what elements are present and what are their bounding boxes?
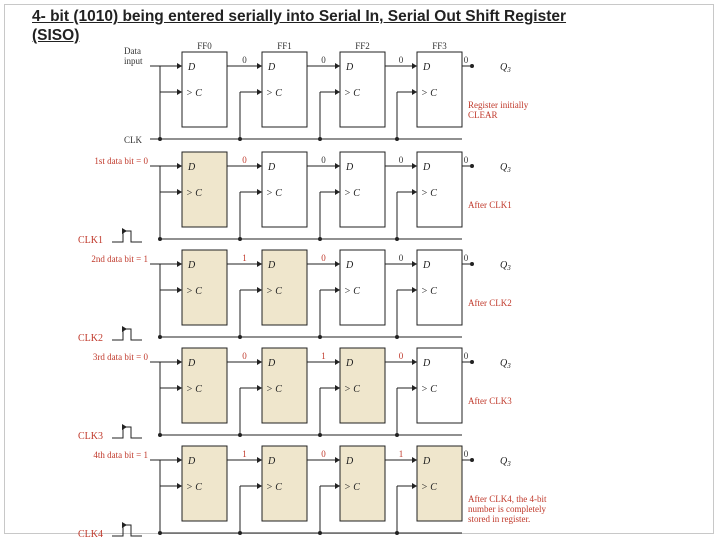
clock-junction-dot	[318, 433, 322, 437]
clock-pulse-icon	[112, 231, 142, 242]
clock-pin-label: > C	[186, 286, 202, 297]
q-output-arrow	[335, 63, 340, 69]
clock-pin-arrow	[177, 385, 182, 391]
q3-output-label: $Q_3$	[500, 358, 511, 370]
register-row-4	[78, 348, 512, 442]
clock-pulse-arrow	[122, 326, 127, 332]
clock-label: CLK	[124, 135, 142, 145]
d-pin-label: D	[346, 456, 354, 467]
clock-junction-dot	[395, 433, 399, 437]
clock-junction-dot	[395, 531, 399, 535]
clock-pin-label: > C	[186, 88, 202, 99]
clock-pin-label: > C	[266, 286, 282, 297]
q-output-arrow	[335, 261, 340, 267]
q-value-label: 0	[398, 155, 404, 165]
clock-junction-dot	[318, 531, 322, 535]
d-pin-label: D	[188, 260, 196, 271]
clock-pin-label: > C	[186, 482, 202, 493]
q3-terminal	[470, 64, 474, 68]
clock-pin-label: > C	[344, 188, 360, 199]
clock-junction-dot	[318, 137, 322, 141]
clock-pulse-arrow	[122, 522, 127, 528]
clock-pin-label: > C	[186, 384, 202, 395]
q-output-arrow	[335, 457, 340, 463]
d-pin-label: D	[346, 62, 354, 73]
clock-pin-label: > C	[266, 384, 282, 395]
register-state-note: After CLK2	[468, 298, 512, 308]
clock-pin-arrow	[257, 483, 262, 489]
register-state-note: After CLK4, the 4-bit	[468, 494, 547, 504]
clock-pulse-arrow	[122, 228, 127, 234]
clock-junction-dot	[318, 335, 322, 339]
q-value-label: 0	[321, 55, 326, 65]
d-pin-label: D	[268, 358, 276, 369]
data-input-label: Data	[124, 46, 141, 56]
clock-pin-label: > C	[344, 384, 360, 395]
clock-pin-arrow	[257, 287, 262, 293]
data-input-arrow	[177, 163, 182, 169]
q-value-label: 0	[321, 253, 326, 263]
slide-title-line-2: (SISO)	[32, 27, 80, 44]
d-pin-label: D	[346, 162, 354, 173]
clock-pin-arrow	[335, 287, 340, 293]
data-input-arrow	[177, 63, 182, 69]
clock-pin-arrow	[335, 385, 340, 391]
clock-label: CLK4	[78, 529, 103, 540]
clock-label: CLK1	[78, 235, 103, 246]
clock-pin-arrow	[177, 189, 182, 195]
slide-title-line-1: 4- bit (1010) being entered serially into Serial In, Serial Out Shift Register	[32, 8, 567, 25]
q3-output-label: $Q_3$	[500, 162, 511, 174]
clock-pulse-arrow	[122, 424, 127, 430]
register-state-note: stored in register.	[468, 514, 531, 524]
clock-pin-label: > C	[421, 88, 437, 99]
q3-output-label: $Q_3$	[500, 456, 511, 468]
q-value-label: 0	[463, 55, 469, 65]
clock-junction-dot	[395, 137, 399, 141]
clock-pin-label: > C	[421, 286, 437, 297]
data-input-label: 4th data bit = 1	[93, 450, 148, 460]
q-output-arrow	[257, 163, 262, 169]
d-pin-label: D	[423, 260, 431, 271]
register-state-note: CLEAR	[468, 110, 498, 120]
flipflop-header-ff2: FF2	[355, 41, 370, 51]
d-pin-label: D	[188, 358, 196, 369]
q-value-label: 1	[398, 449, 404, 459]
q-output-arrow	[257, 359, 262, 365]
d-pin-label: D	[423, 358, 431, 369]
data-input-label: 2nd data bit = 1	[91, 254, 148, 264]
data-input-arrow	[177, 261, 182, 267]
q-output-arrow	[257, 457, 262, 463]
d-pin-label: D	[423, 162, 431, 173]
d-pin-label: D	[268, 456, 276, 467]
d-pin-label: D	[268, 162, 276, 173]
clock-pin-label: > C	[266, 482, 282, 493]
clock-pin-arrow	[412, 483, 417, 489]
clock-pin-arrow	[412, 287, 417, 293]
clock-pin-arrow	[412, 385, 417, 391]
q-output-arrow	[412, 359, 417, 365]
q-output-arrow	[257, 261, 262, 267]
clock-pin-arrow	[257, 89, 262, 95]
d-pin-label: D	[346, 358, 354, 369]
clock-pin-label: > C	[421, 482, 437, 493]
data-input-label: input	[124, 56, 143, 66]
clock-junction-dot	[238, 433, 242, 437]
q3-output-label: $Q_3$	[500, 260, 511, 272]
d-pin-label: D	[188, 456, 196, 467]
clock-pin-arrow	[412, 189, 417, 195]
d-pin-label: D	[346, 260, 354, 271]
register-row-3	[78, 250, 512, 344]
register-row-1	[124, 46, 529, 145]
clock-pin-arrow	[412, 89, 417, 95]
register-row-5	[78, 446, 547, 540]
clock-pulse-icon	[112, 525, 142, 536]
q-output-arrow	[412, 163, 417, 169]
q-value-label: 0	[398, 351, 404, 361]
clock-pin-arrow	[257, 189, 262, 195]
q-value-label: 0	[242, 55, 247, 65]
data-input-label: 1st data bit = 0	[94, 156, 148, 166]
clock-label: CLK2	[78, 333, 103, 344]
clock-pin-arrow	[177, 483, 182, 489]
clock-pin-arrow	[335, 483, 340, 489]
data-input-label: 3rd data bit = 0	[92, 352, 148, 362]
clock-pin-label: > C	[344, 88, 360, 99]
clock-junction-dot	[238, 237, 242, 241]
q-value-label: 0	[242, 351, 247, 361]
clock-pin-label: > C	[266, 188, 282, 199]
q3-terminal	[470, 262, 474, 266]
clock-junction-dot	[395, 237, 399, 241]
clock-junction-dot	[395, 335, 399, 339]
register-state-note: number is completely	[468, 504, 546, 514]
clock-pin-label: > C	[266, 88, 282, 99]
flipflop-header-ff1: FF1	[277, 41, 292, 51]
clock-pin-label: > C	[344, 482, 360, 493]
clock-pin-label: > C	[421, 384, 437, 395]
q-output-arrow	[412, 457, 417, 463]
register-state-note: After CLK1	[468, 200, 512, 210]
d-pin-label: D	[188, 162, 196, 173]
d-pin-label: D	[268, 260, 276, 271]
q-output-arrow	[335, 359, 340, 365]
q-output-arrow	[257, 63, 262, 69]
q3-output-label: $Q_3$	[500, 62, 511, 74]
register-state-note: After CLK3	[468, 396, 512, 406]
q3-terminal	[470, 164, 474, 168]
q-value-label: 0	[463, 351, 469, 361]
data-input-arrow	[177, 359, 182, 365]
q-value-label: 1	[242, 449, 247, 459]
q3-terminal	[470, 360, 474, 364]
q-value-label: 1	[242, 253, 247, 263]
register-state-note: Register initially	[468, 100, 529, 110]
d-pin-label: D	[423, 456, 431, 467]
q-value-label: 1	[321, 351, 326, 361]
clock-pin-arrow	[257, 385, 262, 391]
clock-junction-dot	[238, 137, 242, 141]
d-pin-label: D	[268, 62, 276, 73]
clock-pulse-icon	[112, 427, 142, 438]
q-output-arrow	[412, 63, 417, 69]
q-value-label: 0	[398, 253, 404, 263]
clock-pulse-icon	[112, 329, 142, 340]
clock-junction-dot	[238, 335, 242, 339]
q-value-label: 0	[321, 449, 326, 459]
q-value-label: 0	[463, 155, 469, 165]
q-value-label: 0	[463, 253, 469, 263]
flipflop-header-ff3: FF3	[432, 41, 447, 51]
q-output-arrow	[335, 163, 340, 169]
q-value-label: 0	[242, 155, 247, 165]
clock-pin-label: > C	[186, 188, 202, 199]
clock-junction-dot	[318, 237, 322, 241]
register-row-2	[78, 152, 512, 246]
clock-pin-arrow	[335, 189, 340, 195]
q-value-label: 0	[398, 55, 404, 65]
clock-pin-label: > C	[421, 188, 437, 199]
d-pin-label: D	[188, 62, 196, 73]
clock-pin-arrow	[177, 89, 182, 95]
clock-label: CLK3	[78, 431, 103, 442]
clock-pin-arrow	[335, 89, 340, 95]
q-output-arrow	[412, 261, 417, 267]
data-input-arrow	[177, 457, 182, 463]
clock-junction-dot	[238, 531, 242, 535]
q-value-label: 0	[321, 155, 326, 165]
d-pin-label: D	[423, 62, 431, 73]
clock-pin-arrow	[177, 287, 182, 293]
q-value-label: 0	[463, 449, 469, 459]
clock-pin-label: > C	[344, 286, 360, 297]
q3-terminal	[470, 458, 474, 462]
flipflop-header-ff0: FF0	[197, 41, 212, 51]
